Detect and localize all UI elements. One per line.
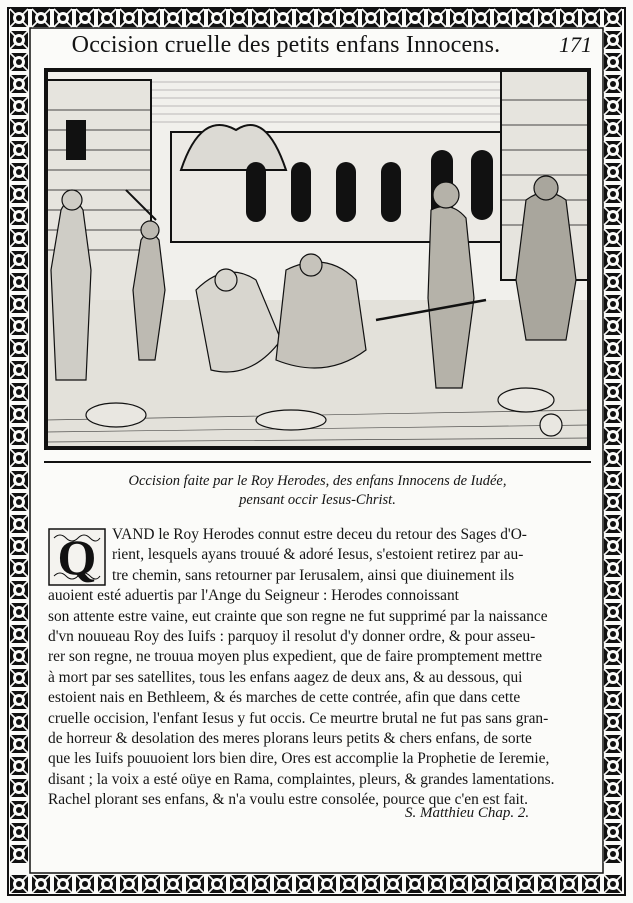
body-line: tre chemin, sans retourner par Ierusalem, ainsi que diuinement ils (112, 566, 515, 584)
page-header (40, 30, 592, 62)
woodcut-illustration (44, 68, 591, 450)
body-line: auoient esté aduertis par l'Ange du Seigneur : Herodes connoissant (48, 587, 459, 605)
caption-line: Occision faite par le Roy Herodes, des enfans Innocens de Iudée, (128, 473, 507, 489)
body-line: d'vn nouueau Roy des Iuifs : parquoy il resolut d'y donner ordre, & pour asseu- (48, 628, 536, 646)
body-line: Rachel plorant ses enfans, & n'a voulu estre consolée, pource que c'en est fait. (48, 791, 528, 809)
body-line: que les Iuifs pouuoient lors bien dire, Ores est accomplie la Prophetie de Ieremie, (48, 750, 550, 768)
body-line: rer son regne, ne trouua moyen plus expedient, que de faire promptement mettre (48, 648, 543, 666)
body-line: VAND le Roy Herodes connut estre deceu du retour des Sages d'O- (112, 526, 527, 543)
drop-cap (48, 528, 106, 586)
massacre-scene-image (46, 70, 589, 448)
caption-rule (44, 461, 591, 463)
body-text (48, 525, 585, 811)
page-title: Occision cruelle des petits enfans Innocens. (71, 32, 501, 58)
illustration-caption (60, 472, 575, 510)
body-line: rient, lesquels ayans trouué & adoré Iesus, s'estoient retirez par au- (112, 546, 524, 564)
body-line: disant ; la voix a esté oüye en Rama, complaintes, pleurs, & grandes lamentations. (48, 770, 555, 788)
body-line: son attente estre vaine, eut crainte que son regne ne fut supprimé par la naissance (48, 607, 548, 625)
drop-cap-letter: Q (57, 529, 97, 585)
page-number: 171 (559, 32, 592, 57)
body-line: cruelle occision, l'enfant Iesus y fut occis. Ce meurtre brutal ne fut pas sans gran- (48, 709, 549, 727)
body-line: à mort par ses satellites, tous les enfans aagez de deux ans, & au dessous, qui (48, 668, 523, 686)
body-line: estoient nais en Bethleem, & és marches de cette contrée, afin que dans cette (48, 689, 521, 707)
scripture-reference: S. Matthieu Chap. 2. (405, 805, 530, 821)
body-line: de horreur & desolation des meres plorans leurs petits & chers enfans, de sorte (48, 730, 532, 748)
caption-line: pensant occir Iesus-Christ. (239, 492, 396, 508)
